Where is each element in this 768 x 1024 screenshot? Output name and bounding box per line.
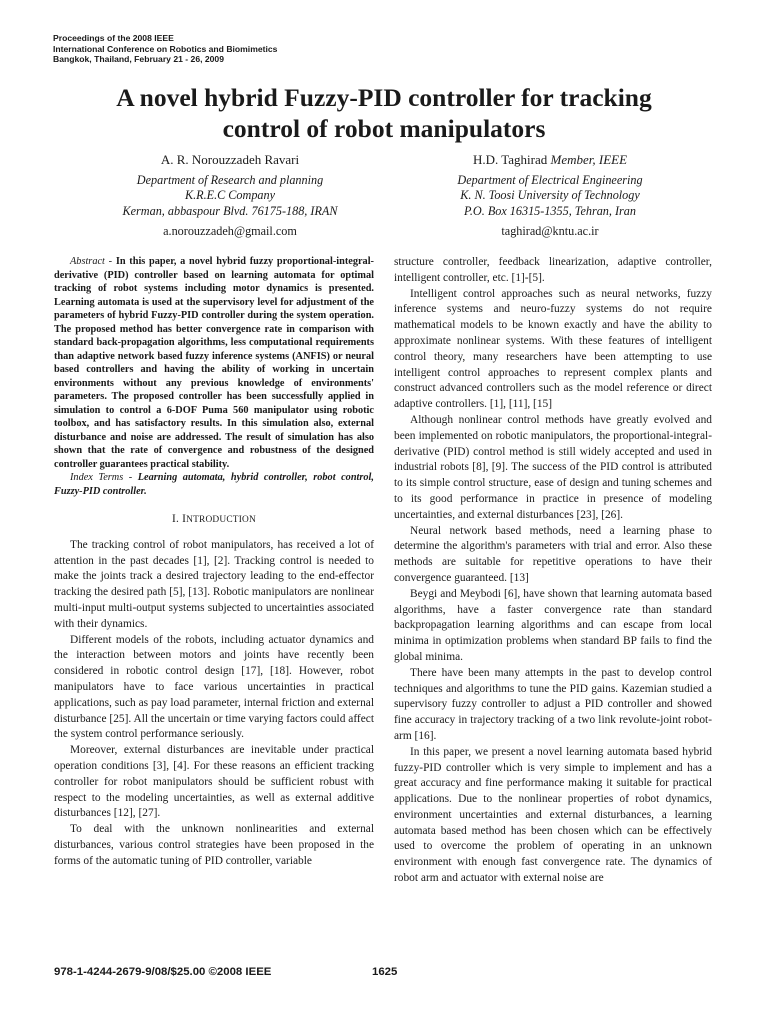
author-affiliation: P.O. Box 16315-1355, Tehran, Iran	[464, 203, 636, 218]
proceedings-line: International Conference on Robotics and Biomimetics	[53, 43, 278, 54]
index-terms-label: Index Terms -	[70, 472, 138, 483]
author-name-line	[380, 152, 720, 168]
right-column	[394, 255, 712, 887]
proceedings-header	[53, 33, 277, 65]
paragraph: Beygi and Meybodi [6], have shown that learning automata based algorithms, have a faster convergence rate than standard backpropagation learning algorithms and can escape from local minima in optimization problems when standard BP fails to find the global minima.	[394, 587, 712, 663]
paragraph: The tracking control of robot manipulators, has received a lot of attention in the past decades [1], [2]. Tracking control is needed to make the joints track a desired trajectory leading to the end-effector tracking the desired path [5], [13]. Robotic manipulators are nonlinear multi-input multi-output systems subjected to uncertainties associated with their dynamics.	[54, 538, 374, 630]
paragraph: To deal with the unknown nonlinearities and external disturbances, various control strategies have been proposed in the forms of the automatic tuning of PID controller, variable	[54, 823, 374, 867]
paragraph: Intelligent control approaches such as neural networks, fuzzy inference systems and neuro-fuzzy systems do not require mathematical models to be known exactly and have the ability to approximate nonlinear systems. With these features of intelligent control theory, many researchers have been attempting to use intelligent control approaches to represent complex plants and construct advanced controllers such as the model reference or direct adaptive controllers. [1], [11], [15]	[394, 287, 712, 411]
proceedings-line: Bangkok, Thailand, February 21 - 26, 2009	[53, 54, 224, 65]
section-heading-introduction: I. INTRODUCTION	[172, 513, 256, 525]
paragraph: Moreover, external disturbances are inevitable under practical operation conditions [3], [4]. For these reasons an efficient tracking controller for robot manipulators should be sufficient robust with respect to the modeling uncertainties, as well as external additive disturbances [12], [27].	[54, 744, 374, 820]
proceedings-line: Proceedings of the 2008 IEEE	[53, 33, 174, 43]
author-block-1	[60, 152, 400, 240]
author-email: a.norouzzadeh@gmail.com	[163, 224, 297, 239]
index-terms	[54, 471, 374, 498]
author-affiliation: K.R.E.C Company	[184, 188, 276, 203]
author-membership: Member, IEEE	[550, 152, 628, 167]
author-name: H.D. Taghirad	[472, 152, 548, 167]
author-email: taghirad@kntu.ac.ir	[501, 224, 599, 239]
title-line-1: A novel hybrid Fuzzy-PID controller for tracking	[116, 83, 652, 112]
paragraph: Neural network based methods, need a learning phase to determine the algorithm's parameters with trial and error. Also these methods are suitable for repetitive operations to have their convergence guaranteed. [13]	[394, 524, 712, 584]
author-affiliation: K. N. Toosi University of Technology	[460, 188, 640, 203]
paragraph: There have been many attempts in the past to develop control techniques and algorithms to tune the PID gains. Kazemian studied a supervisory fuzzy controller to adjust a PID controller and showed fine accuracy in trajectory tracking of a two link revolute-joint robot-arm [16].	[394, 666, 712, 742]
left-column	[54, 255, 374, 870]
author-affiliation: Department of Electrical Engineering	[457, 172, 643, 187]
author-name: A. R. Norouzzadeh Ravari	[160, 152, 300, 167]
author-affiliation: Kerman, abbaspour Blvd. 76175-188, IRAN	[122, 203, 338, 218]
abstract	[54, 255, 374, 471]
paper-title	[0, 82, 768, 144]
paragraph: Although nonlinear control methods have greatly evolved and been implemented on robotic manipulators, the proportional-integral-derivative (PID) control method is still widely accepted and used in industrial robots [8], [9]. The success of the PID control is attributed to its simple control structure, ease of design and tuning schemes and to its good performance in practice in presence of modeling uncertainties, and external disturbances [23], [26].	[394, 413, 712, 521]
author-block-2	[380, 152, 720, 240]
author-affiliation: Department of Research and planning	[136, 172, 324, 187]
paragraph: Different models of the robots, including actuator dynamics and the interaction between motors and joints have recently been considered in robotic control design [17], [18]. However, robot manipulators have to face various uncertainties in practical applications, such as pay load parameter, internal friction and external disturbance [25]. All the uncertain or time varying factors could affect the system control performance seriously.	[54, 633, 374, 741]
index-terms-text: Learning automata, hybrid controller, robot control, Fuzzy-PID controller.	[54, 472, 374, 497]
page-number: 1625	[372, 966, 398, 978]
title-line-2: control of robot manipulators	[222, 114, 546, 143]
abstract-label: Abstract -	[70, 256, 116, 267]
paragraph: structure controller, feedback linearization, adaptive controller, intelligent controller, etc. [1]-[5].	[394, 256, 712, 284]
abstract-text: In this paper, a novel hybrid fuzzy proportional-integral-derivative (PID) controller based on learning automata for optimal tracking of robot systems including motor dynamics is presented. Learning automata is used at the supervisory level for adjustment of the parameters of hybrid Fuzzy-PID controller during the system operation. The proposed method has better convergence rate in comparison with standard back-propagation algorithms, less computational requirements than adaptive network based fuzzy inference systems (ANFIS) or neural based controllers and having the ability of working in uncertain environments without any previous knowledge of environments' parameters. The proposed controller has been successfully applied in simulation to control a 6-DOF Puma 560 manipulator using robotic toolbox, and has satisfactory results. In this simulation also, external disturbance and noise are addressed. The result of simulation has also shown that the rate of convergence and robustness of the designed controller guarantees practical stability.	[54, 256, 374, 470]
paragraph: In this paper, we present a novel learning automata based hybrid fuzzy-PID controller which is very simple to implement and has a great accuracy and fine performance making it suitable for practical applications. Due to the nonlinear properties of robot dynamics, environment uncertainties and external disturbances, a learning automata based method has been chosen which can be effectively used to overcome the problem of operating in an unknown environment with enough fast convergence rate. The dynamics of robot arm and actuator with external noise are	[394, 745, 712, 885]
footer-isbn: 978-1-4244-2679-9/08/$25.00 ©2008 IEEE	[54, 966, 272, 978]
